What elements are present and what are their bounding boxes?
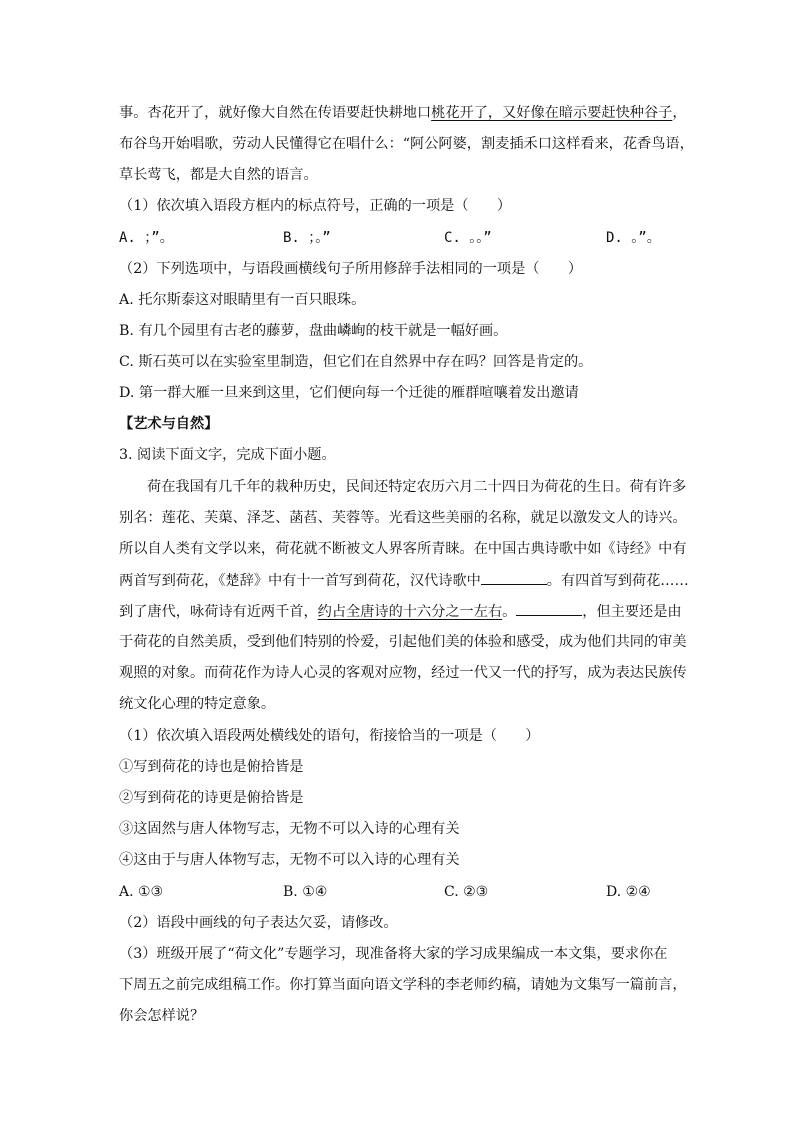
- section-heading: 【艺术与自然】: [119, 416, 219, 432]
- passage-text: ，: [672, 105, 687, 121]
- q3-passage-line-2: 别名：莲花、芙蕖、泽芝、菡萏、芙蓉等。光看这些美丽的名称，就足以激发文人的诗兴。: [119, 510, 687, 526]
- q3-1-item-1: ①写到荷花的诗也是俯拾皆是: [119, 759, 304, 775]
- passage-line-1: [119, 103, 687, 123]
- fill-blank-2: [516, 601, 582, 616]
- passage-text: ，但主要还是由: [582, 604, 682, 620]
- q3-1-item-4: ④这由于与唐人体物写志，无物不可以入诗的心理有关: [119, 852, 460, 868]
- q3-passage-line-1: 荷在我国有几千年的栽种历史，民间还特定农历六月二十四日为荷花的生日。荷有许多: [147, 479, 687, 495]
- q3-1-stem: （1）依次填入语段两处横线处的语句，衔接恰当的一项是（ ）: [119, 728, 540, 744]
- passage-text: 事。杏花开了，就好像大自然在传语要赶快耕地口: [119, 105, 432, 121]
- q3-1-option-a: A. ①③: [119, 884, 164, 900]
- q3-1-option-d: D. ②④: [606, 884, 651, 900]
- q3-1-item-3: ③这固然与唐人体物写志，无物不可以入诗的心理有关: [119, 821, 460, 837]
- passage-text: 到了唐代，咏荷诗有近两千首，: [119, 604, 318, 620]
- q3-passage-line-3: 所以自人类有文学以来，荷花就不断被文人界客所青睐。在中国古典诗歌中如《诗经》中有: [119, 541, 687, 557]
- q1-option-b: B. ；。”: [283, 230, 331, 246]
- q1-option-d: D. 。”。: [606, 230, 661, 246]
- q3-1-item-2: ②写到荷花的诗更是俯拾皆是: [119, 790, 304, 806]
- q2-option-b: B. 有几个园里有古老的藤萝，盘曲嶙峋的枝干就是一幅好画。: [119, 323, 508, 339]
- question-1-stem: （1）依次填入语段方框内的标点符号，正确的一项是（ ）: [119, 198, 512, 214]
- q2-option-a: A. 托尔斯泰这对眼睛里有一百只眼珠。: [119, 292, 366, 308]
- q3-passage-line-8: 统文化心理的特定意象。: [119, 696, 276, 712]
- passage-text: 。: [502, 604, 517, 620]
- q3-3-line-1: （3）班级开展了“荷文化”专题学习，现准备将大家的学习成果编成一本文集，要求你在: [119, 946, 668, 962]
- question-3-intro: 3. 阅读下面文字，完成下面小题。: [119, 447, 336, 463]
- q3-1-option-c: C. ②③: [444, 884, 489, 900]
- q2-option-c: C. 斯石英可以在实验室里制造，但它们在自然界中存在吗？回答是肯定的。: [119, 354, 593, 370]
- q2-option-d: D. 第一群大雁一旦来到这里，它们便向每一个迁徙的雁群喧嚷着发出邀请: [119, 385, 579, 401]
- passage-line-3: 草长莺飞，都是大自然的语言。: [119, 167, 318, 183]
- q3-1-option-b: B. ①④: [283, 884, 328, 900]
- q3-passage-line-7: 观照的对象。而荷花作为诗人心灵的客观对应物，经过一代又一代的抒写，成为表达民族传: [119, 665, 687, 681]
- q3-3-line-3: 你会怎样说？: [119, 1008, 205, 1024]
- passage-text: 。有四首写到荷花……: [546, 573, 689, 589]
- q3-passage-line-6: 于荷花的自然美质，受到他们特别的怜爱，引起他们美的体验和感受，成为他们共同的审美: [119, 634, 687, 650]
- q3-2-stem: （2）语段中画线的句子表达欠妥，请修改。: [119, 915, 398, 931]
- fill-blank-1: [481, 570, 547, 585]
- passage-text: 两首写到荷花，《楚辞》中有十一首写到荷花，汉代诗歌中: [119, 573, 481, 589]
- q3-passage-line-5: [119, 601, 681, 622]
- passage-line-2: 布谷鸟开始唱歌，劳动人民懂得它在唱什么：“阿公阿婆，割麦插禾口这样看来，花香鸟语，: [119, 136, 694, 152]
- underlined-sentence: 桃花开了，又好像在暗示要赶快种谷子: [431, 105, 673, 121]
- q3-passage-line-4: [119, 570, 689, 591]
- q1-option-a: A. ；”。: [119, 230, 174, 246]
- underlined-sentence: 约占全唐诗的十六分之一左右: [317, 604, 503, 620]
- q1-option-c: C. 。。”: [444, 230, 492, 246]
- question-2-stem: （2）下列选项中，与语段画横线句子所用修辞手法相同的一项是（ ）: [119, 261, 583, 277]
- q3-3-line-2: 下周五之前完成组稿工作。你打算当面向语文学科的李老师约稿，请她为文集写一篇前言，: [119, 977, 687, 993]
